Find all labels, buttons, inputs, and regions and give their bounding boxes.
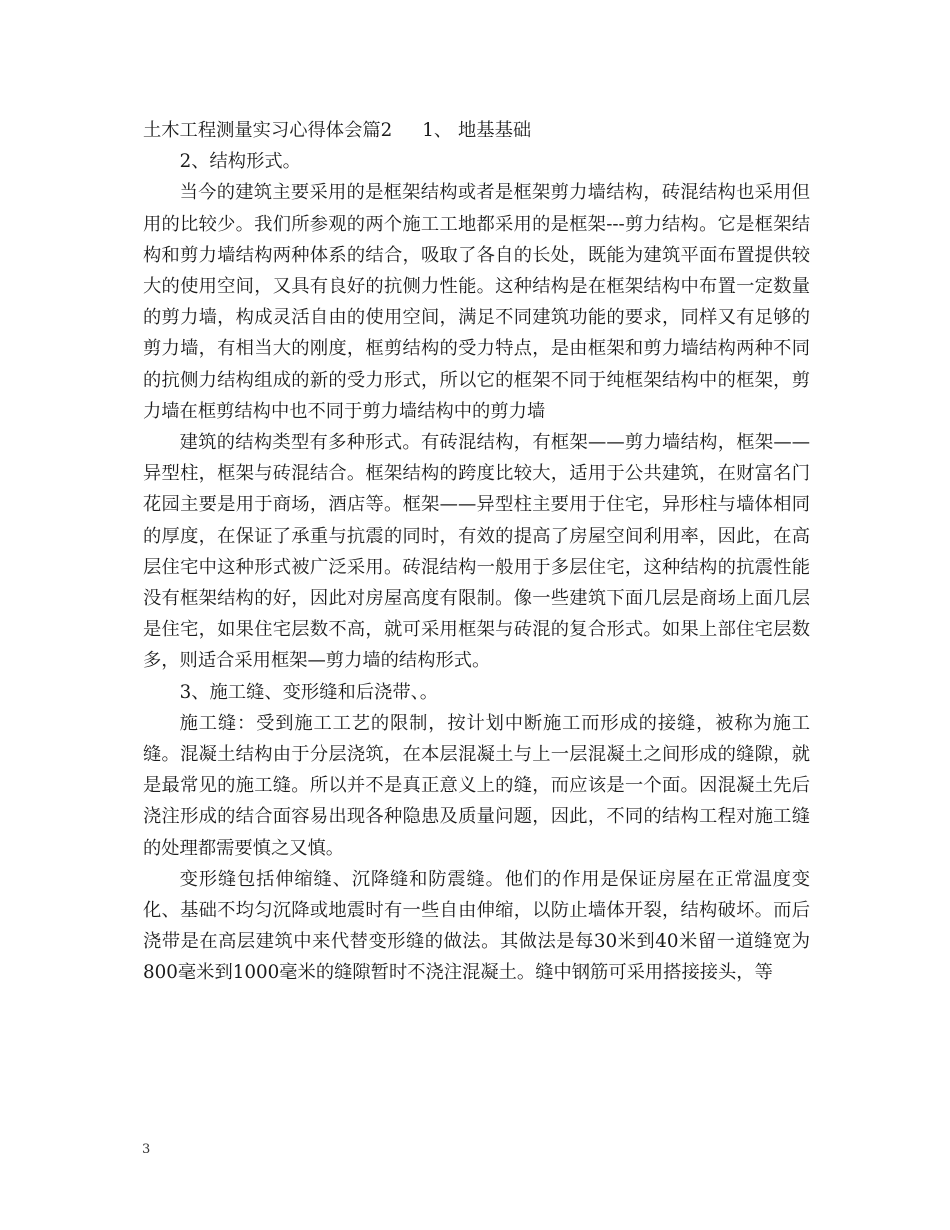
paragraph-deformation-joint: 变形缝包括伸缩缝、沉降缝和防震缝。他们的作用是保证房屋在正常温度变化、基础不均匀沉降或地震时有一些自由伸缩，以防止墙体开裂，结构破坏。而后浇带是在高层建筑中来代替变形缝的做法。其做法是每30米到40米留一道缝宽为800毫米到1000毫米的缝隙暂时不浇注混凝土。缝中钢筋可采用搭接接头，等 [143,868,810,984]
heading-item: 1、 地基基础 [422,120,532,141]
document-heading [143,115,810,146]
heading-title: 土木工程测量实习心得体会篇2 [143,120,393,141]
paragraph-construction-joint: 施工缝：受到施工工艺的限制，按计划中断施工而形成的接缝，被称为施工缝。混凝土结构由于分层浇筑，在本层混凝土与上一层混凝土之间形成的缝隙，就是最常见的施工缝。所以并不是真正意义上的缝，而应该是一个面。因混凝土先后浇注形成的结合面容易出现各种隐患及质量问题，因此，不同的结构工程对施工缝的处理都需要慎之又慎。 [143,712,810,859]
paragraph-frame-shear-wall: 当今的建筑主要采用的是框架结构或者是框架剪力墙结构，砖混结构也采用但用的比较少。我们所参观的两个施工工地都采用的是框架---剪力结构。它是框架结构和剪力墙结构两种体系的结合，吸取了各自的长处，既能为建筑平面布置提供较大的使用空间，又具有良好的抗侧力性能。这种结构是在框架结构中布置一定数量的剪力墙，构成灵活自由的使用空间，满足不同建筑功能的要求，同样又有足够的剪力墙，有相当大的刚度，框剪结构的受力特点，是由框架和剪力墙结构两种不同的抗侧力结构组成的新的受力形式，所以它的框架不同于纯框架结构中的框架，剪力墙在框剪结构中也不同于剪力墙结构中的剪力墙 [143,182,810,422]
section-heading-joints: 3、施工缝、变形缝和后浇带、。 [179,681,439,703]
paragraph-structure-types: 建筑的结构类型有多种形式。有砖混结构，有框架——剪力墙结构，框架——异型柱，框架与砖混结合。框架结构的跨度比较大，适用于公共建筑，在财富名门花园主要是用于商场，酒店等。框架——异型柱主要用于住宅，异形柱与墙体相同的厚度，在保证了承重与抗震的同时，有效的提高了房屋空间利用率，因此，在高层住宅中这种形式被广泛采用。砖混结构一般用于多层住宅，这种结构的抗震性能没有框架结构的好，因此对房屋高度有限制。像一些建筑下面几层是商场上面几层是住宅，如果住宅层数不高，就可采用框架与砖混的复合形式。如果上部住宅层数多，则适合采用框架—剪力墙的结构形式。 [143,432,810,672]
document-body [143,115,810,989]
section-heading-structure: 2、结构形式。 [179,151,301,173]
page-number: 3 [142,1142,151,1157]
